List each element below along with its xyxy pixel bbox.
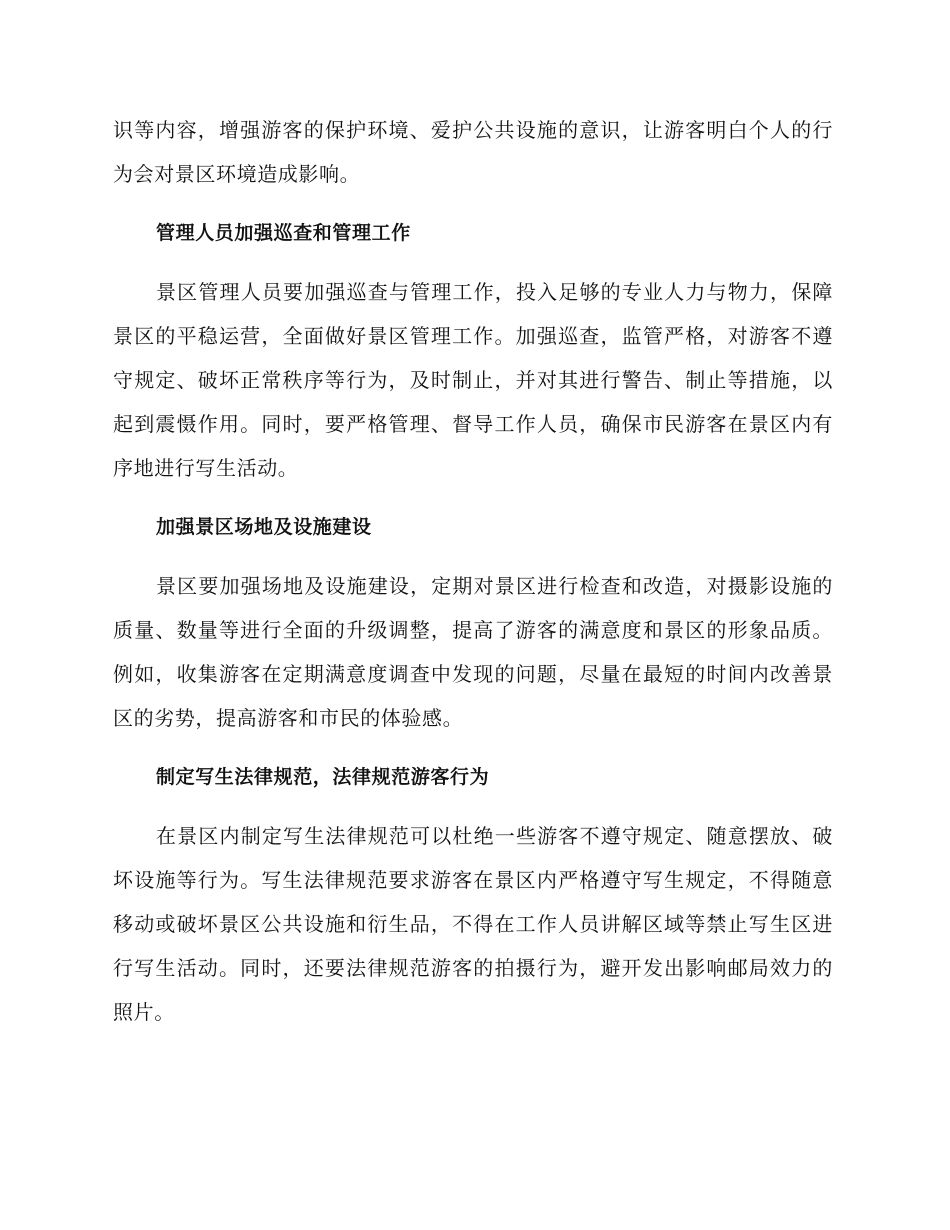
paragraph-environment-awareness: 识等内容，增强游客的保护环境、爱护公共设施的意识，让游客明白个人的行为会对景区环境造成影响。 <box>113 118 833 186</box>
spacer <box>113 255 833 270</box>
spacer <box>113 490 833 505</box>
heading-patrol-management: 管理人员加强巡查和管理工作 <box>156 222 411 244</box>
paragraph-sketching-regulations: 在景区内制定写生法律规范可以杜绝一些游客不遵守规定、随意摆放、破坏设施等行为。写生法律规范要求游客在景区内严格遵守写生规定，不得随意移动或破坏景区公共设施和衍生品，不得在工作人员讲解区域等禁止写生区进行写生活动。同时，还要法律规范游客的拍摄行为，避开发出影响邮局效力的照片。 <box>113 824 833 1024</box>
document-page <box>113 108 833 1034</box>
spacer <box>113 740 833 755</box>
heading-facility-construction: 加强景区场地及设施建设 <box>156 516 372 538</box>
paragraph-patrol-management: 景区管理人员要加强巡查与管理工作，投入足够的专业人力与物力，保障景区的平稳运营，全面做好景区管理工作。加强巡查，监管严格，对游客不遵守规定、破坏正常秩序等行为，及时制止，并对其进行警告、制止等措施，以起到震慑作用。同时，要严格管理、督导工作人员，确保市民游客在景区内有序地进行写生活动。 <box>113 280 833 480</box>
heading-sketching-regulations: 制定写生法律规范，法律规范游客行为 <box>156 766 490 788</box>
paragraph-facility-construction: 景区要加强场地及设施建设，定期对景区进行检查和改造，对摄影设施的质量、数量等进行全面的升级调整，提高了游客的满意度和景区的形象品质。例如，收集游客在定期满意度调查中发现的问题，尽量在最短的时间内改善景区的劣势，提高游客和市民的体验感。 <box>113 574 833 730</box>
spacer <box>113 196 833 211</box>
spacer <box>113 799 833 814</box>
spacer <box>113 549 833 564</box>
